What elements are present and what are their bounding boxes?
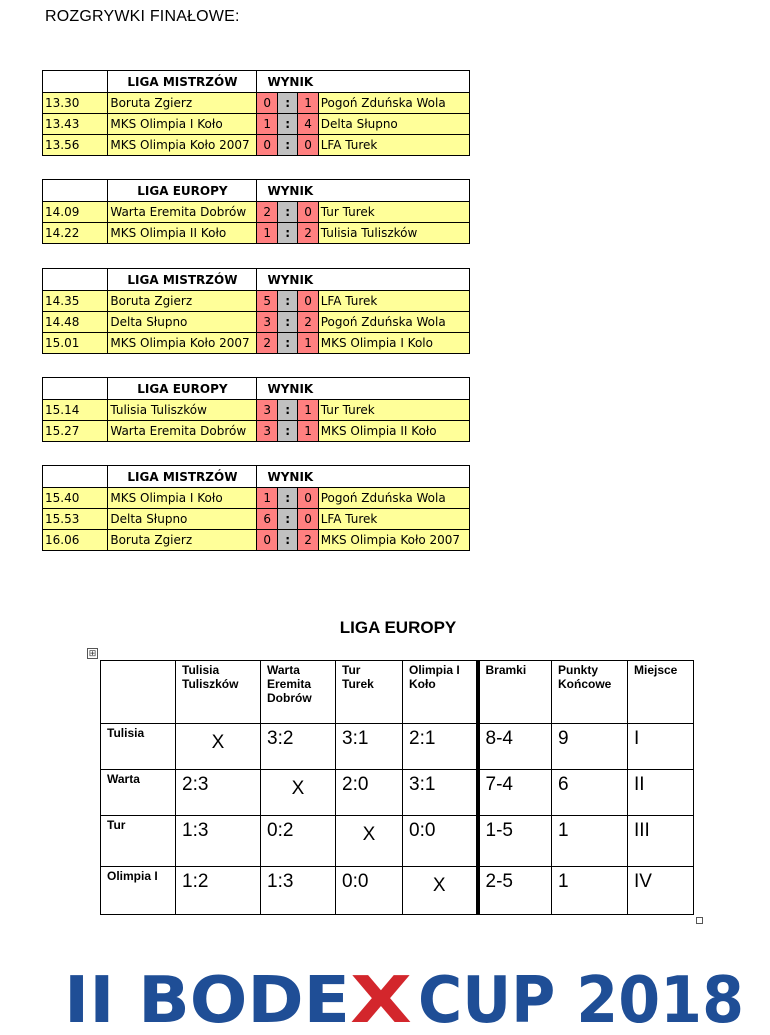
home-team: MKS Olimpia I Koło: [108, 114, 257, 135]
away-score: 1: [298, 333, 318, 354]
result-cell: 3:1: [403, 770, 478, 816]
column-header: Tulisia Tuliszków: [176, 661, 261, 724]
away-score: 1: [298, 400, 318, 421]
result-header: WYNIK: [257, 466, 470, 488]
page-heading: ROZGRYWKI FINAŁOWE:: [45, 8, 240, 25]
home-team: Delta Słupno: [108, 509, 257, 530]
home-score: 0: [257, 93, 277, 114]
away-team: Delta Słupno: [318, 114, 469, 135]
away-team: Pogoń Zduńska Wola: [318, 93, 469, 114]
score-separator: :: [277, 93, 297, 114]
header-empty-cell: [43, 378, 108, 400]
self-match-cell: X: [336, 816, 403, 867]
home-score: 0: [257, 135, 277, 156]
home-score: 2: [257, 202, 277, 223]
home-score: 1: [257, 223, 277, 244]
points-cell: 6: [552, 770, 628, 816]
home-team: MKS Olimpia Koło 2007: [108, 333, 257, 354]
match-time: 13.30: [43, 93, 108, 114]
league-name: LIGA EUROPY: [108, 378, 257, 400]
match-table: [42, 179, 470, 244]
event-banner: [0, 962, 770, 1035]
match-time: 13.56: [43, 135, 108, 156]
match-time: 14.09: [43, 202, 108, 223]
home-score: 6: [257, 509, 277, 530]
match-row: [43, 202, 470, 223]
away-score: 1: [298, 93, 318, 114]
match-time: 14.22: [43, 223, 108, 244]
home-team: Delta Słupno: [108, 312, 257, 333]
away-team: Pogoń Zduńska Wola: [318, 312, 469, 333]
home-team: Boruta Zgierz: [108, 530, 257, 551]
points-cell: 1: [552, 816, 628, 867]
result-cell: 2:0: [336, 770, 403, 816]
home-team: Tulisia Tuliszków: [108, 400, 257, 421]
result-cell: 2:3: [176, 770, 261, 816]
team-label: Tur: [101, 816, 176, 867]
column-header: Miejsce: [628, 661, 694, 724]
result-cell: 2:1: [403, 724, 478, 770]
match-time: 14.48: [43, 312, 108, 333]
home-score: 3: [257, 421, 277, 442]
column-header: Bramki: [478, 661, 552, 724]
league-name: LIGA MISTRZÓW: [108, 269, 257, 291]
header-empty-cell: [43, 269, 108, 291]
league-name: LIGA MISTRZÓW: [108, 71, 257, 93]
standings-row: [101, 867, 694, 915]
home-team: MKS Olimpia II Koło: [108, 223, 257, 244]
away-team: LFA Turek: [318, 509, 469, 530]
goals-cell: 7-4: [478, 770, 552, 816]
away-team: LFA Turek: [318, 291, 469, 312]
match-table: [42, 70, 470, 156]
score-separator: :: [277, 135, 297, 156]
away-score: 1: [298, 421, 318, 442]
score-separator: :: [277, 291, 297, 312]
corner-cell: [101, 661, 176, 724]
away-score: 2: [298, 312, 318, 333]
place-cell: IV: [628, 867, 694, 915]
score-separator: :: [277, 312, 297, 333]
away-team: Pogoń Zduńska Wola: [318, 488, 469, 509]
score-separator: :: [277, 400, 297, 421]
match-row: [43, 400, 470, 421]
result-cell: 3:2: [261, 724, 336, 770]
match-time: 15.01: [43, 333, 108, 354]
home-score: 5: [257, 291, 277, 312]
score-separator: :: [277, 202, 297, 223]
match-row: [43, 135, 470, 156]
column-header: Punkty Końcowe: [552, 661, 628, 724]
score-separator: :: [277, 421, 297, 442]
goals-cell: 2-5: [478, 867, 552, 915]
match-time: 15.40: [43, 488, 108, 509]
home-score: 3: [257, 312, 277, 333]
away-team: MKS Olimpia I Kolo: [318, 333, 469, 354]
away-team: Tur Turek: [318, 400, 469, 421]
away-team: MKS Olimpia Koło 2007: [318, 530, 469, 551]
standings-row: [101, 770, 694, 816]
result-cell: 1:3: [261, 867, 336, 915]
self-match-cell: X: [403, 867, 478, 915]
away-score: 4: [298, 114, 318, 135]
points-cell: 9: [552, 724, 628, 770]
home-team: Boruta Zgierz: [108, 291, 257, 312]
header-empty-cell: [43, 466, 108, 488]
result-header: WYNIK: [257, 71, 470, 93]
away-score: 2: [298, 223, 318, 244]
match-time: 16.06: [43, 530, 108, 551]
match-row: [43, 312, 470, 333]
match-row: [43, 488, 470, 509]
match-row: [43, 530, 470, 551]
result-header: WYNIK: [257, 269, 470, 291]
away-score: 0: [298, 202, 318, 223]
result-cell: 0:2: [261, 816, 336, 867]
home-team: Warta Eremita Dobrów: [108, 421, 257, 442]
column-header: Tur Turek: [336, 661, 403, 724]
match-table: [42, 465, 470, 551]
table-move-handle-icon[interactable]: ⊞: [88, 648, 97, 658]
match-row: [43, 93, 470, 114]
table-resize-handle[interactable]: [696, 917, 703, 924]
result-header: WYNIK: [257, 180, 470, 202]
home-team: MKS Olimpia I Koło: [108, 488, 257, 509]
column-header: Olimpia I Koło: [403, 661, 478, 724]
standings-row: [101, 724, 694, 770]
away-team: LFA Turek: [318, 135, 469, 156]
goals-cell: 8-4: [478, 724, 552, 770]
match-time: 14.35: [43, 291, 108, 312]
points-cell: 1: [552, 867, 628, 915]
header-empty-cell: [43, 71, 108, 93]
result-cell: 1:2: [176, 867, 261, 915]
match-table: [42, 377, 470, 442]
header-empty-cell: [43, 180, 108, 202]
score-separator: :: [277, 530, 297, 551]
match-time: 13.43: [43, 114, 108, 135]
place-cell: II: [628, 770, 694, 816]
score-separator: :: [277, 488, 297, 509]
standings-title: LIGA EUROPY: [339, 618, 457, 637]
match-row: [43, 421, 470, 442]
banner-x-mark: X: [350, 964, 412, 1035]
result-cell: 0:0: [336, 867, 403, 915]
goals-cell: 1-5: [478, 816, 552, 867]
away-team: Tur Turek: [318, 202, 469, 223]
away-score: 0: [298, 488, 318, 509]
column-header: Warta Eremita Dobrów: [261, 661, 336, 724]
home-team: Boruta Zgierz: [108, 93, 257, 114]
banner-text-left: II BODE: [64, 964, 350, 1035]
away-score: 0: [298, 509, 318, 530]
result-cell: 1:3: [176, 816, 261, 867]
league-name: LIGA EUROPY: [108, 180, 257, 202]
away-team: MKS Olimpia II Koło: [318, 421, 469, 442]
home-score: 2: [257, 333, 277, 354]
match-row: [43, 114, 470, 135]
match-row: [43, 223, 470, 244]
match-table: [42, 268, 470, 354]
standings-table: [100, 660, 694, 915]
home-score: 3: [257, 400, 277, 421]
home-team: MKS Olimpia Koło 2007: [108, 135, 257, 156]
standings-row: [101, 816, 694, 867]
match-time: 15.27: [43, 421, 108, 442]
league-name: LIGA MISTRZÓW: [108, 466, 257, 488]
banner-text-right: CUP 2018: [418, 964, 744, 1035]
place-cell: III: [628, 816, 694, 867]
away-score: 0: [298, 135, 318, 156]
result-header: WYNIK: [257, 378, 470, 400]
team-label: Warta: [101, 770, 176, 816]
home-score: 1: [257, 488, 277, 509]
match-row: [43, 333, 470, 354]
score-separator: :: [277, 333, 297, 354]
score-separator: :: [277, 223, 297, 244]
home-score: 0: [257, 530, 277, 551]
match-time: 15.14: [43, 400, 108, 421]
team-label: Tulisia: [101, 724, 176, 770]
self-match-cell: X: [176, 724, 261, 770]
match-time: 15.53: [43, 509, 108, 530]
home-team: Warta Eremita Dobrów: [108, 202, 257, 223]
result-cell: 0:0: [403, 816, 478, 867]
self-match-cell: X: [261, 770, 336, 816]
score-separator: :: [277, 114, 297, 135]
away-team: Tulisia Tuliszków: [318, 223, 469, 244]
match-row: [43, 509, 470, 530]
away-score: 2: [298, 530, 318, 551]
match-row: [43, 291, 470, 312]
away-score: 0: [298, 291, 318, 312]
result-cell: 3:1: [336, 724, 403, 770]
team-label: Olimpia I: [101, 867, 176, 915]
home-score: 1: [257, 114, 277, 135]
score-separator: :: [277, 509, 297, 530]
place-cell: I: [628, 724, 694, 770]
